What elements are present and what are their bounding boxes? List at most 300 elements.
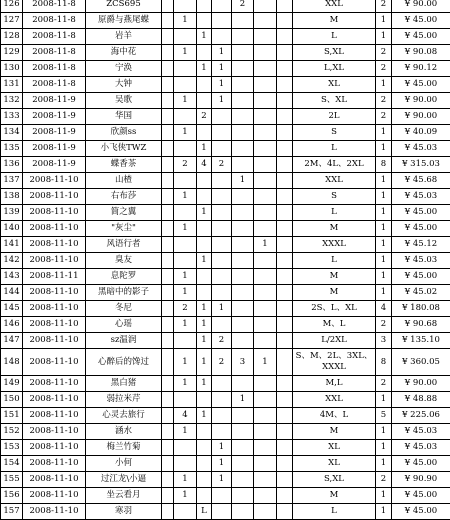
size-s (174, 253, 197, 269)
customer-name: 息陀罗 (86, 269, 162, 285)
quantity: 1 (376, 285, 392, 301)
size-xl (232, 109, 254, 125)
order-date: 2008-11-9 (23, 93, 86, 109)
customer-name: 小飞侠TWZ (86, 141, 162, 157)
size-l: 1 (212, 77, 232, 93)
row-number: 129 (1, 45, 23, 61)
size-xxl (254, 0, 277, 13)
size-l (212, 237, 232, 253)
size-xl: 2 (232, 0, 254, 13)
row-number: 137 (1, 173, 23, 189)
size-xl (232, 141, 254, 157)
table-row (1, 45, 450, 61)
amount: ¥ 45.03 (392, 253, 450, 269)
size-xxl (254, 125, 277, 141)
size-m (197, 189, 212, 205)
customer-name: 心瑶 (86, 317, 162, 333)
order-date: 2008-11-8 (23, 13, 86, 29)
quantity: 1 (376, 456, 392, 472)
row-number: 128 (1, 29, 23, 45)
table-row (1, 488, 450, 504)
size-m (197, 488, 212, 504)
table-row (1, 205, 450, 221)
order-date: 2008-11-10 (23, 424, 86, 440)
customer-name: 黑白猪 (86, 376, 162, 392)
table-row (1, 376, 450, 392)
order-date: 2008-11-8 (23, 0, 86, 13)
filler-cell (162, 13, 174, 29)
size-xxxl (277, 189, 293, 205)
filler-cell (162, 205, 174, 221)
size-xl (232, 301, 254, 317)
size-s: 2 (174, 157, 197, 173)
quantity: 2 (376, 376, 392, 392)
size-xl (232, 317, 254, 333)
size-summary: S (293, 125, 376, 141)
size-l (212, 221, 232, 237)
size-xxxl (277, 61, 293, 77)
filler-cell (162, 157, 174, 173)
customer-name: ZCS695 (86, 0, 162, 13)
size-m: 1 (197, 333, 212, 349)
size-s (174, 0, 197, 13)
size-xl (232, 408, 254, 424)
size-xxl (254, 45, 277, 61)
filler-cell (162, 333, 174, 349)
customer-name: 梅兰竹菊 (86, 440, 162, 456)
size-s (174, 440, 197, 456)
size-xl (232, 440, 254, 456)
customer-name: 冬尼 (86, 301, 162, 317)
size-l (212, 125, 232, 141)
size-xxl (254, 376, 277, 392)
size-l (212, 488, 232, 504)
size-m: 1 (197, 61, 212, 77)
size-xxxl (277, 173, 293, 189)
customer-name: 华国 (86, 109, 162, 125)
size-xxl (254, 29, 277, 45)
size-m (197, 77, 212, 93)
size-s: 1 (174, 93, 197, 109)
quantity: 1 (376, 440, 392, 456)
size-xxl (254, 317, 277, 333)
size-summary: XL (293, 440, 376, 456)
table-row (1, 189, 450, 205)
table-row (1, 317, 450, 333)
size-m (197, 424, 212, 440)
customer-name: 蝶香茶 (86, 157, 162, 173)
order-date: 2008-11-10 (23, 221, 86, 237)
size-s: 1 (174, 13, 197, 29)
order-date: 2008-11-9 (23, 141, 86, 157)
table-row (1, 173, 450, 189)
size-summary: M (293, 269, 376, 285)
amount: ¥ 90.00 (392, 109, 450, 125)
table-row (1, 269, 450, 285)
table-row (1, 253, 450, 269)
size-xxxl (277, 317, 293, 333)
quantity: 1 (376, 189, 392, 205)
row-number: 154 (1, 456, 23, 472)
table-row (1, 456, 450, 472)
size-l (212, 285, 232, 301)
quantity: 8 (376, 157, 392, 173)
table-row (1, 440, 450, 456)
filler-cell (162, 77, 174, 93)
size-xxl (254, 77, 277, 93)
size-xl (232, 285, 254, 301)
customer-name: 吴歌 (86, 93, 162, 109)
amount: ¥ 315.03 (392, 157, 450, 173)
amount: ¥ 45.00 (392, 13, 450, 29)
size-summary: L (293, 253, 376, 269)
row-number: 157 (1, 504, 23, 520)
size-xxl (254, 157, 277, 173)
row-number: 130 (1, 61, 23, 77)
quantity: 1 (376, 125, 392, 141)
filler-cell (162, 221, 174, 237)
table-row (1, 93, 450, 109)
filler-cell (162, 301, 174, 317)
quantity: 2 (376, 61, 392, 77)
size-summary: 2M、4L、2XL (293, 157, 376, 173)
customer-name: 臭友 (86, 253, 162, 269)
row-number: 142 (1, 253, 23, 269)
customer-name: sz温润 (86, 333, 162, 349)
size-xxxl (277, 109, 293, 125)
customer-name: 欣颜ss (86, 125, 162, 141)
size-m (197, 440, 212, 456)
size-xxl (254, 221, 277, 237)
size-l: 2 (212, 157, 232, 173)
amount: ¥ 45.68 (392, 173, 450, 189)
size-summary: S,XL (293, 45, 376, 61)
size-xl (232, 504, 254, 520)
size-l (212, 504, 232, 520)
size-s (174, 504, 197, 520)
order-date: 2008-11-8 (23, 29, 86, 45)
filler-cell (162, 408, 174, 424)
size-xxl (254, 301, 277, 317)
amount: ¥ 90.90 (392, 472, 450, 488)
order-date: 2008-11-10 (23, 333, 86, 349)
filler-cell (162, 141, 174, 157)
size-summary: L (293, 29, 376, 45)
amount: ¥ 90.68 (392, 317, 450, 333)
size-xxl (254, 61, 277, 77)
amount: ¥ 45.00 (392, 205, 450, 221)
size-summary: 2S、L、XL (293, 301, 376, 317)
size-m: 1 (197, 141, 212, 157)
order-date: 2008-11-10 (23, 189, 86, 205)
size-summary: 4M、L (293, 408, 376, 424)
amount: ¥ 45.03 (392, 141, 450, 157)
size-xxxl (277, 45, 293, 61)
size-xxxl (277, 376, 293, 392)
order-date: 2008-11-10 (23, 253, 86, 269)
size-summary: M (293, 488, 376, 504)
size-summary: L (293, 504, 376, 520)
customer-name: 岩羊 (86, 29, 162, 45)
filler-cell (162, 392, 174, 408)
size-xxxl (277, 285, 293, 301)
quantity: 2 (376, 45, 392, 61)
row-number: 134 (1, 125, 23, 141)
size-xl (232, 61, 254, 77)
row-number: 131 (1, 77, 23, 93)
customer-name: 宁涣 (86, 61, 162, 77)
quantity: 1 (376, 77, 392, 93)
size-summary: L (293, 141, 376, 157)
size-m (197, 237, 212, 253)
customer-name: 海中花 (86, 45, 162, 61)
size-s: 1 (174, 349, 197, 376)
quantity: 2 (376, 317, 392, 333)
size-m: 1 (197, 205, 212, 221)
size-l: 1 (212, 45, 232, 61)
size-s (174, 141, 197, 157)
customer-name: 心醉后的馋过 (86, 349, 162, 376)
amount: ¥ 90.12 (392, 61, 450, 77)
size-xxxl (277, 29, 293, 45)
size-xl (232, 488, 254, 504)
quantity: 1 (376, 269, 392, 285)
size-summary: M (293, 221, 376, 237)
quantity: 1 (376, 424, 392, 440)
size-xxxl (277, 125, 293, 141)
size-xxxl (277, 0, 293, 13)
size-xl (232, 237, 254, 253)
amount: ¥ 45.00 (392, 456, 450, 472)
customer-name: 原爵与燕尾蝶 (86, 13, 162, 29)
row-number: 140 (1, 221, 23, 237)
size-s (174, 77, 197, 93)
size-summary: S、M、2L、3XL、XXXL (293, 349, 376, 376)
size-xl (232, 205, 254, 221)
quantity: 5 (376, 408, 392, 424)
size-xxl (254, 408, 277, 424)
size-xxl (254, 440, 277, 456)
order-date: 2008-11-10 (23, 392, 86, 408)
size-summary: L/2XL (293, 333, 376, 349)
amount: ¥ 45.00 (392, 29, 450, 45)
order-date: 2008-11-9 (23, 125, 86, 141)
size-summary: M (293, 13, 376, 29)
size-s (174, 456, 197, 472)
size-xl: 1 (232, 173, 254, 189)
size-summary: L,XL (293, 61, 376, 77)
row-number: 153 (1, 440, 23, 456)
amount: ¥ 180.08 (392, 301, 450, 317)
size-summary: S (293, 189, 376, 205)
size-m: 1 (197, 349, 212, 376)
row-number: 126 (1, 0, 23, 13)
filler-cell (162, 189, 174, 205)
size-xxl (254, 189, 277, 205)
customer-name: "灰尘" (86, 221, 162, 237)
order-date: 2008-11-10 (23, 349, 86, 376)
size-xxxl (277, 253, 293, 269)
amount: ¥ 45.03 (392, 189, 450, 205)
filler-cell (162, 93, 174, 109)
customer-name: 简之翼 (86, 205, 162, 221)
order-date: 2008-11-8 (23, 77, 86, 93)
size-m (197, 456, 212, 472)
size-m: 1 (197, 408, 212, 424)
table-row (1, 109, 450, 125)
size-l (212, 408, 232, 424)
size-m: 1 (197, 317, 212, 333)
size-m (197, 13, 212, 29)
size-l (212, 392, 232, 408)
filler-cell (162, 376, 174, 392)
table-row (1, 77, 450, 93)
size-xxxl (277, 424, 293, 440)
size-l (212, 376, 232, 392)
table-row (1, 285, 450, 301)
size-xxl (254, 93, 277, 109)
size-xxxl (277, 349, 293, 376)
size-s: 1 (174, 472, 197, 488)
table-row (1, 0, 450, 13)
size-m (197, 93, 212, 109)
row-number: 143 (1, 269, 23, 285)
customer-name: 弱拉米芹 (86, 392, 162, 408)
size-s: 1 (174, 424, 197, 440)
size-s (174, 205, 197, 221)
size-xxl (254, 141, 277, 157)
row-number: 147 (1, 333, 23, 349)
size-m: 1 (197, 301, 212, 317)
quantity: 1 (376, 392, 392, 408)
size-s (174, 333, 197, 349)
amount: ¥ 45.03 (392, 440, 450, 456)
size-s (174, 109, 197, 125)
size-l (212, 424, 232, 440)
amount: ¥ 45.00 (392, 77, 450, 93)
quantity: 3 (376, 333, 392, 349)
quantity: 1 (376, 141, 392, 157)
order-date: 2008-11-10 (23, 504, 86, 520)
row-number: 127 (1, 13, 23, 29)
size-s: 2 (174, 301, 197, 317)
size-xl: 3 (232, 349, 254, 376)
size-s: 1 (174, 45, 197, 61)
filler-cell (162, 0, 174, 13)
order-date: 2008-11-10 (23, 408, 86, 424)
size-xxl (254, 488, 277, 504)
size-xxl: 1 (254, 237, 277, 253)
size-l: 1 (212, 440, 232, 456)
table-row (1, 61, 450, 77)
size-l (212, 13, 232, 29)
size-l (212, 141, 232, 157)
table-row (1, 301, 450, 317)
amount: ¥ 45.00 (392, 269, 450, 285)
amount: ¥ 45.03 (392, 424, 450, 440)
customer-name: 右布莎 (86, 189, 162, 205)
row-number: 141 (1, 237, 23, 253)
quantity: 1 (376, 173, 392, 189)
order-date: 2008-11-11 (23, 269, 86, 285)
size-m (197, 269, 212, 285)
size-l (212, 173, 232, 189)
customer-name: 小何 (86, 456, 162, 472)
table-row (1, 237, 450, 253)
size-xxl (254, 424, 277, 440)
size-xl (232, 253, 254, 269)
customer-name: 风语行者 (86, 237, 162, 253)
size-m (197, 45, 212, 61)
size-s (174, 392, 197, 408)
row-number: 150 (1, 392, 23, 408)
table-row (1, 392, 450, 408)
row-number: 136 (1, 157, 23, 173)
order-date: 2008-11-10 (23, 237, 86, 253)
size-summary: M (293, 285, 376, 301)
size-l: 1 (212, 93, 232, 109)
table-row (1, 125, 450, 141)
size-s (174, 237, 197, 253)
size-l (212, 269, 232, 285)
order-date: 2008-11-8 (23, 45, 86, 61)
size-m (197, 221, 212, 237)
size-xxl (254, 504, 277, 520)
size-summary: XXL (293, 173, 376, 189)
size-xl (232, 221, 254, 237)
amount: ¥ 48.88 (392, 392, 450, 408)
quantity: 1 (376, 221, 392, 237)
row-number: 144 (1, 285, 23, 301)
size-xxxl (277, 93, 293, 109)
size-xxxl (277, 392, 293, 408)
row-number: 146 (1, 317, 23, 333)
amount: ¥ 40.09 (392, 125, 450, 141)
size-l (212, 0, 232, 13)
size-l (212, 253, 232, 269)
size-summary: M (293, 424, 376, 440)
order-date: 2008-11-10 (23, 456, 86, 472)
size-s: 1 (174, 125, 197, 141)
amount: ¥ 45.02 (392, 285, 450, 301)
size-m: 1 (197, 376, 212, 392)
amount: ¥ 45.00 (392, 488, 450, 504)
quantity: 1 (376, 237, 392, 253)
size-xxl (254, 392, 277, 408)
size-xl (232, 376, 254, 392)
filler-cell (162, 456, 174, 472)
size-s: 1 (174, 376, 197, 392)
filler-cell (162, 504, 174, 520)
customer-name: 寒羽 (86, 504, 162, 520)
size-xxxl (277, 440, 293, 456)
size-m: 4 (197, 157, 212, 173)
amount: ¥ 45.00 (392, 221, 450, 237)
size-xxl (254, 173, 277, 189)
size-summary: XXXL (293, 237, 376, 253)
order-date: 2008-11-10 (23, 173, 86, 189)
row-number: 149 (1, 376, 23, 392)
customer-name: 山楂 (86, 173, 162, 189)
amount: ¥ 225.06 (392, 408, 450, 424)
table-row (1, 504, 450, 520)
filler-cell (162, 253, 174, 269)
filler-cell (162, 237, 174, 253)
customer-name: 坐云看月 (86, 488, 162, 504)
size-xxxl (277, 301, 293, 317)
size-summary: M、L (293, 317, 376, 333)
size-l: 1 (212, 472, 232, 488)
